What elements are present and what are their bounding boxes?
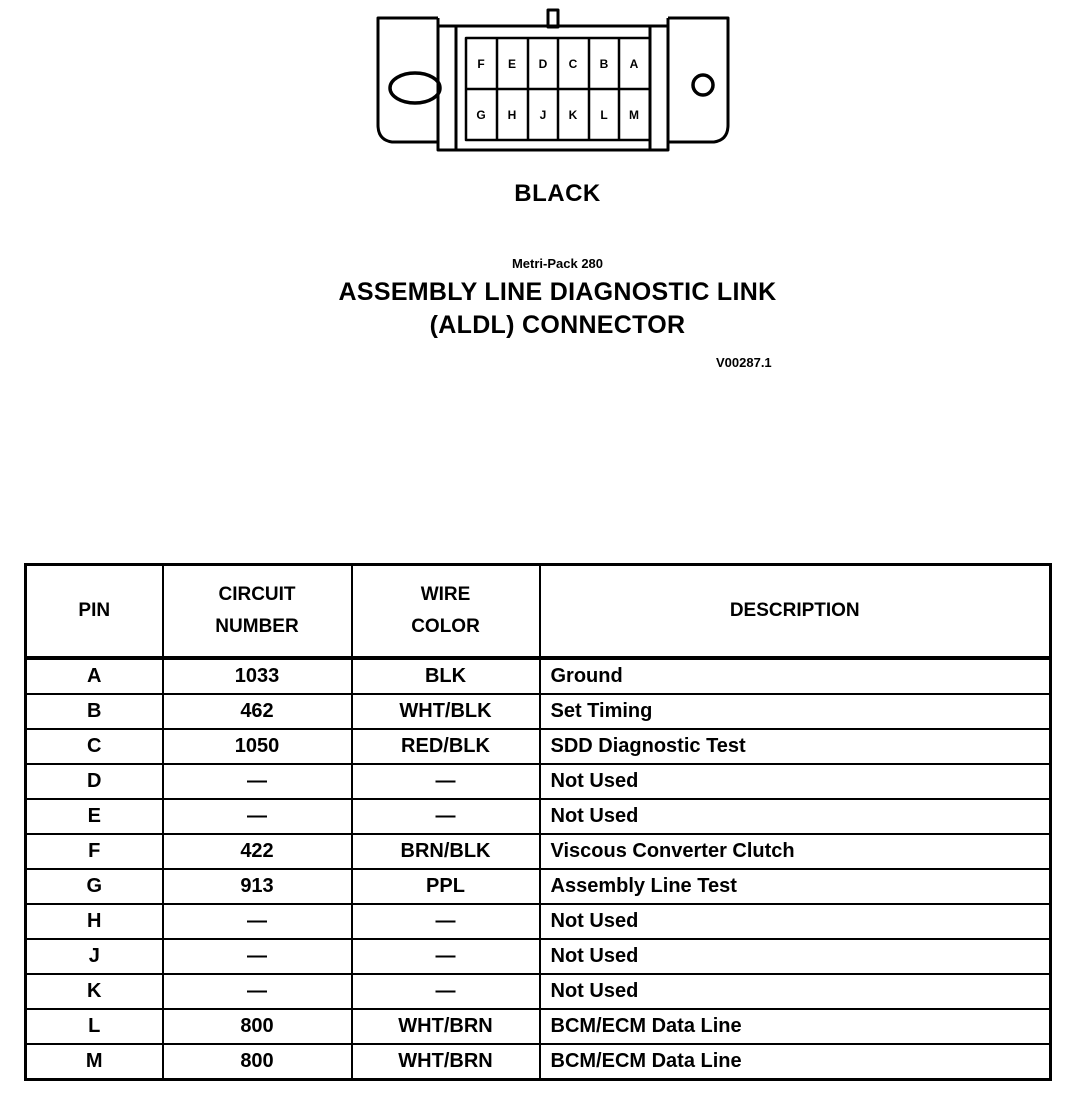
connector-pin-label: A: [629, 57, 639, 71]
cell-wire-color: BRN/BLK: [352, 834, 540, 869]
table-row: [26, 869, 1051, 904]
cell-pin: D: [26, 764, 163, 799]
cell-description: Set Timing: [540, 694, 1051, 729]
header-circuit-line-2: NUMBER: [215, 616, 299, 637]
cell-pin: J: [26, 939, 163, 974]
table-row: [26, 974, 1051, 1009]
cell-wire-color: PPL: [352, 869, 540, 904]
cell-circuit-number: 1033: [163, 658, 352, 694]
cell-circuit-number: 422: [163, 834, 352, 869]
cell-description: Viscous Converter Clutch: [540, 834, 1051, 869]
cell-wire-color: —: [352, 974, 540, 1009]
cell-description: BCM/ECM Data Line: [540, 1009, 1051, 1044]
cell-description: Not Used: [540, 764, 1051, 799]
cell-pin: F: [26, 834, 163, 869]
cell-description: Not Used: [540, 904, 1051, 939]
table-row: [26, 904, 1051, 939]
left-housing: [378, 18, 438, 142]
cell-wire-color: WHT/BRN: [352, 1009, 540, 1044]
cell-pin: C: [26, 729, 163, 764]
cell-wire-color: —: [352, 904, 540, 939]
connector-diagram: [0, 0, 1072, 170]
table-row: [26, 939, 1051, 974]
cell-description: Ground: [540, 658, 1051, 694]
cell-circuit-number: —: [163, 764, 352, 799]
cell-circuit-number: 462: [163, 694, 352, 729]
cell-pin: A: [26, 658, 163, 694]
figure-reference-code: V00287.1: [716, 355, 772, 370]
header-pin: PIN: [26, 565, 163, 659]
table-row: [26, 658, 1051, 694]
cell-pin: M: [26, 1044, 163, 1080]
table-row: [26, 799, 1051, 834]
cell-circuit-number: —: [163, 974, 352, 1009]
cell-circuit-number: —: [163, 939, 352, 974]
cell-circuit-number: —: [163, 904, 352, 939]
header-circuit-number: [163, 565, 352, 659]
header-circuit-line-1: CIRCUIT: [218, 584, 296, 605]
connector-pin-label: M: [629, 108, 639, 122]
table-body: [26, 658, 1051, 1080]
cell-pin: K: [26, 974, 163, 1009]
cell-description: SDD Diagnostic Test: [540, 729, 1051, 764]
connector-pin-label: H: [507, 108, 517, 122]
header-wire-line-1: WIRE: [420, 584, 471, 605]
table-row: [26, 764, 1051, 799]
left-mount-hole: [390, 73, 440, 103]
header-wire-line-2: COLOR: [411, 616, 480, 637]
connector-title-line-2: (ALDL) CONNECTOR: [429, 311, 686, 339]
cell-description: Not Used: [540, 799, 1051, 834]
connector-color-label: BLACK: [514, 180, 601, 207]
cell-wire-color: —: [352, 939, 540, 974]
cell-pin: B: [26, 694, 163, 729]
right-mount-hole: [693, 75, 713, 95]
connector-pin-label: L: [600, 108, 608, 122]
cell-wire-color: —: [352, 799, 540, 834]
connector-pin-label: F: [477, 57, 485, 71]
cell-circuit-number: 913: [163, 869, 352, 904]
cell-wire-color: RED/BLK: [352, 729, 540, 764]
table-row: [26, 694, 1051, 729]
connector-pin-label: G: [476, 108, 486, 122]
connector-pin-label: B: [599, 57, 609, 71]
cell-circuit-number: 800: [163, 1044, 352, 1080]
pin-assignment-table: [24, 563, 1052, 1081]
cell-wire-color: —: [352, 764, 540, 799]
cell-circuit-number: —: [163, 799, 352, 834]
cell-pin: G: [26, 869, 163, 904]
header-wire-color: [352, 565, 540, 659]
right-housing: [668, 18, 728, 142]
cell-description: Not Used: [540, 974, 1051, 1009]
connector-pin-label: K: [568, 108, 578, 122]
cell-circuit-number: 800: [163, 1009, 352, 1044]
table-row: [26, 834, 1051, 869]
table-row: [26, 1044, 1051, 1080]
table-row: [26, 1009, 1051, 1044]
cell-description: BCM/ECM Data Line: [540, 1044, 1051, 1080]
cell-wire-color: WHT/BLK: [352, 694, 540, 729]
connector-series-label: Metri-Pack 280: [511, 256, 604, 271]
connector-pin-label: D: [538, 57, 548, 71]
cell-description: Not Used: [540, 939, 1051, 974]
connector-pin-label: E: [507, 57, 517, 71]
connector-title-line-1: ASSEMBLY LINE DIAGNOSTIC LINK: [338, 278, 777, 306]
cell-description: Assembly Line Test: [540, 869, 1051, 904]
cell-pin: E: [26, 799, 163, 834]
cell-circuit-number: 1050: [163, 729, 352, 764]
connector-pin-label: C: [568, 57, 578, 71]
header-description: DESCRIPTION: [540, 565, 1051, 659]
cell-wire-color: BLK: [352, 658, 540, 694]
cell-wire-color: WHT/BRN: [352, 1044, 540, 1080]
table-row: [26, 729, 1051, 764]
table-header-row: [26, 565, 1051, 659]
connector-pin-label: J: [539, 108, 547, 122]
cell-pin: H: [26, 904, 163, 939]
cell-pin: L: [26, 1009, 163, 1044]
